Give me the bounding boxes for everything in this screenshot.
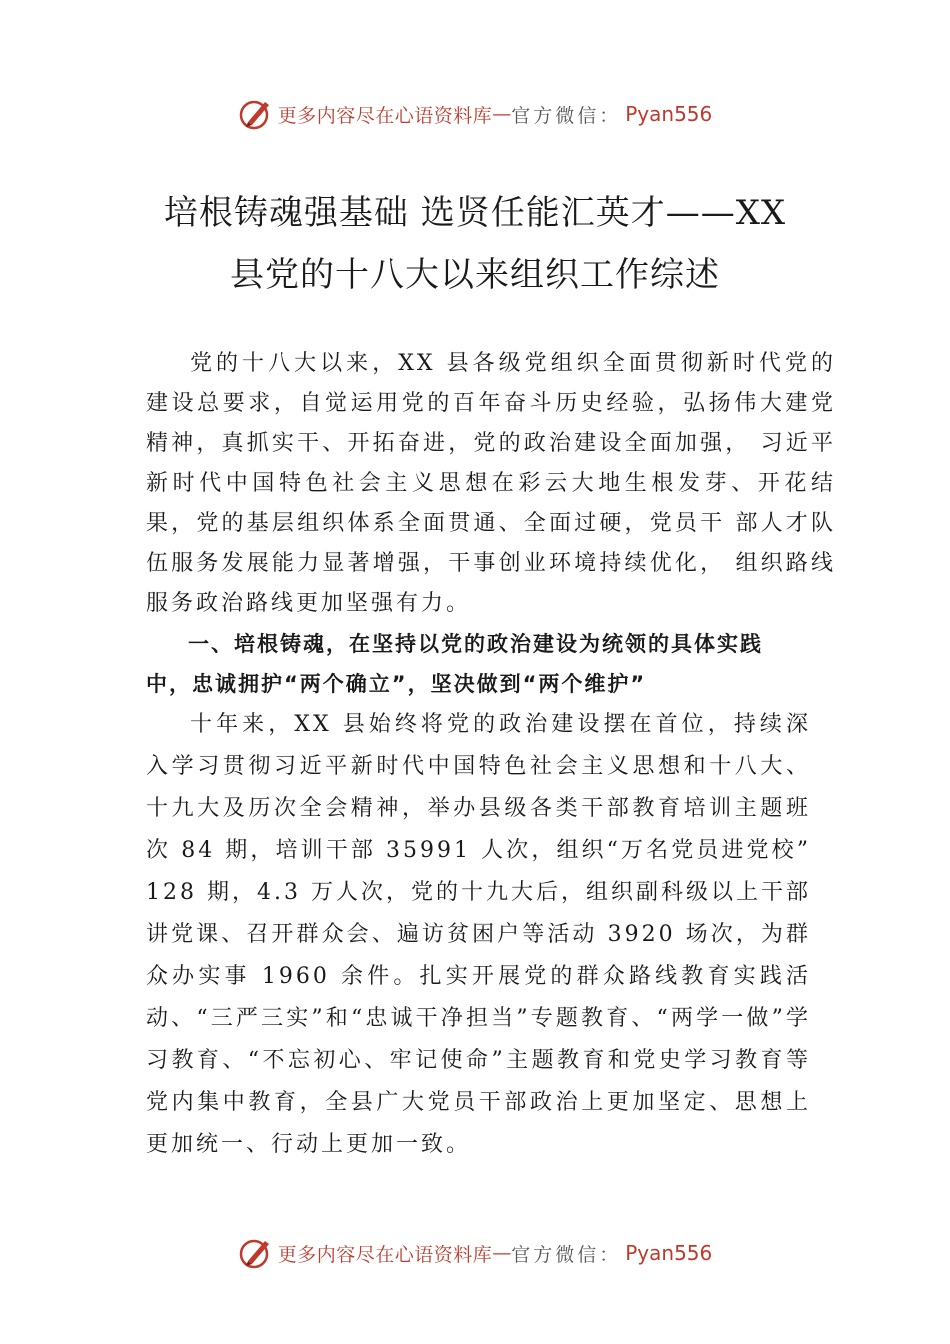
document-title xyxy=(120,182,830,306)
watermark-wechat-id: Pyan556 xyxy=(625,102,713,126)
watermark-brand: 更多内容尽在心语资料库 xyxy=(277,104,493,127)
title-line-2: 县党的十八大以来组织工作综述 xyxy=(230,255,720,295)
watermark-brand: 更多内容尽在心语资料库 xyxy=(277,1243,493,1266)
title-line-1: 培根铸魂强基础 选贤任能汇英才——XX xyxy=(163,193,787,233)
paragraph-section-1: 十年来，XX 县始终将党的政治建设摆在首位，持续深入学习贯彻习近平新时代中国特色社会主义思想和十八大、 十九大及历次全会精神，举办县级各类干部教育培训主题班次 84 期，培训干部 35991 人次，组织“万名党员进党校” 128 期，4.3 万人次，党的十九大后，组织副科级以上干部讲党课、召开群众会、遍访贫困户等活动 3920 场次，为群众办实事 1960 余件。扎实开展党的群众路线教育实践活动、“三严三实”和“忠诚干净担当”专题教育、“两学一做”学习教育、“不忘初心、牢记使命”主题教育和党史学习教育等党内集中教育，全县广大党员干部政治上更加坚定、思想上更加统一、行动上更加一致。 xyxy=(146,712,811,1157)
document-body xyxy=(146,344,836,1166)
paragraph-intro: 党的十八大以来，XX 县各级党组织全面贯彻新时代党的建设总要求，自觉运用党的百年奋斗历史经验，弘扬伟大建党精神，真抓实干、开拓奋进，党的政治建设全面加强， 习近平新时代中国特色社会主义思想在彩云大地生根发芽、开花结果，党的基层组织体系全面贯通、全面过硬，党员干 部人才队伍服务发展能力显著增强，干事创业环境持续优化， 组织路线服务政治路线更加坚强有力。 xyxy=(146,351,836,616)
section-heading-1: 一、培根铸魂，在坚持以党的政治建设为统领的具体实践中，忠诚拥护“两个确立”，坚决做到“两个维护” xyxy=(146,632,763,696)
watermark-dash: — xyxy=(492,1242,512,1264)
watermark-dash: — xyxy=(492,103,512,125)
watermark-header xyxy=(0,94,950,134)
pen-logo-icon xyxy=(238,1235,274,1271)
pen-logo-icon xyxy=(238,96,274,132)
watermark-official-label: 官方微信： xyxy=(511,1243,622,1266)
watermark-wechat-id: Pyan556 xyxy=(625,1241,713,1265)
watermark-footer xyxy=(0,1233,950,1273)
watermark-official-label: 官方微信： xyxy=(511,104,622,127)
